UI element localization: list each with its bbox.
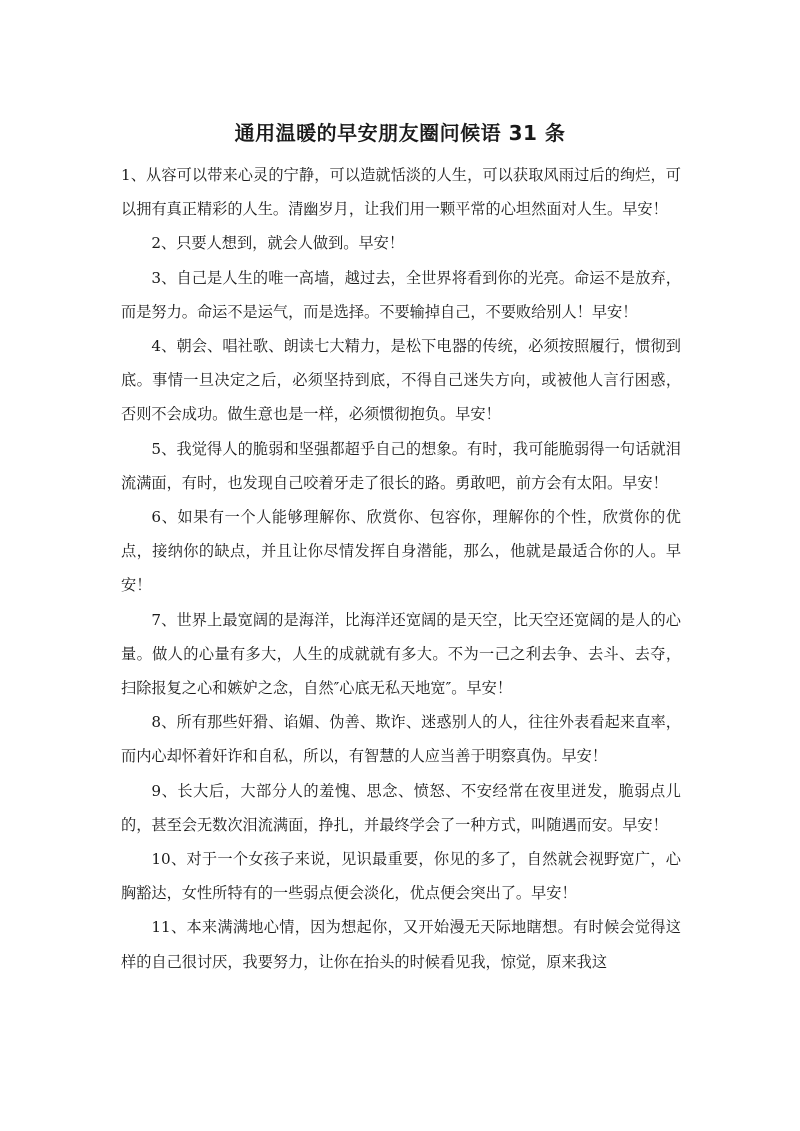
document-title: 通用温暖的早安朋友圈问候语 31 条: [234, 121, 566, 145]
document-body: [121, 158, 681, 979]
paragraph-9: 9、长大后，大部分人的羞愧、思念、愤怒、不安经常在夜里迸发，脆弱点儿的，甚至会无数次泪流满面，挣扎，并最终学会了一种方式，叫随遇而安。早安！: [121, 781, 681, 834]
paragraph-8: 8、所有那些奸猾、谄媚、伪善、欺诈、迷惑别人的人，往往外表看起来直率，而内心却怀着奸诈和自私，所以，有智慧的人应当善于明察真伪。早安！: [121, 713, 681, 766]
paragraph-6: 6、如果有一个人能够理解你、欣赏你、包容你，理解你的个性，欣赏你的优点，接纳你的缺点，并且让你尽情发挥自身潜能，那么，他就是最适合你的人。早安！: [121, 508, 681, 595]
paragraph-10: 10、对于一个女孩子来说，见识最重要，你见的多了，自然就会视野宽广，心胸豁达，女性所特有的一些弱点便会淡化，优点便会突出了。早安！: [121, 850, 681, 903]
paragraph-4: 4、朝会、唱社歌、朗读七大精力，是松下电器的传统，必须按照履行，惯彻到底。事情一旦决定之后，必须坚持到底，不得自己迷失方向，或被他人言行困惑，否则不会成功。做生意也是一样，必须惯彻抱负。早安！: [121, 337, 681, 424]
paragraph-3: 3、自己是人生的唯一高墙，越过去，全世界将看到你的光亮。命运不是放弃，而是努力。命运不是运气，而是选择。不要输掉自己，不要败给别人！早安！: [121, 268, 681, 321]
paragraph-1: 1、从容可以带来心灵的宁静，可以造就恬淡的人生，可以获取风雨过后的绚烂，可以拥有真正精彩的人生。清幽岁月，让我们用一颗平常的心坦然面对人生。早安！: [121, 166, 681, 219]
paragraph-2: 2、只要人想到，就会人做到。早安！: [151, 234, 405, 253]
paragraph-5: 5、我觉得人的脆弱和坚强都超乎自己的想象。有时，我可能脆弱得一句话就泪流满面，有时，也发现自己咬着牙走了很长的路。勇敢吧，前方会有太阳。早安！: [121, 439, 681, 492]
paragraph-11: 11、本来满满地心情，因为想起你，又开始漫无天际地瞎想。有时候会觉得这样的自己很讨厌，我要努力，让你在抬头的时候看见我，惊觉，原来我这: [121, 918, 681, 971]
paragraph-7: 7、世界上最宽阔的是海洋，比海洋还宽阔的是天空，比天空还宽阔的是人的心量。做人的心量有多大，人生的成就就有多大。不为一己之利去争、去斗、去夺，扫除报复之心和嫉妒之念，自然″心底无私天地宽″。早安！: [121, 610, 681, 698]
